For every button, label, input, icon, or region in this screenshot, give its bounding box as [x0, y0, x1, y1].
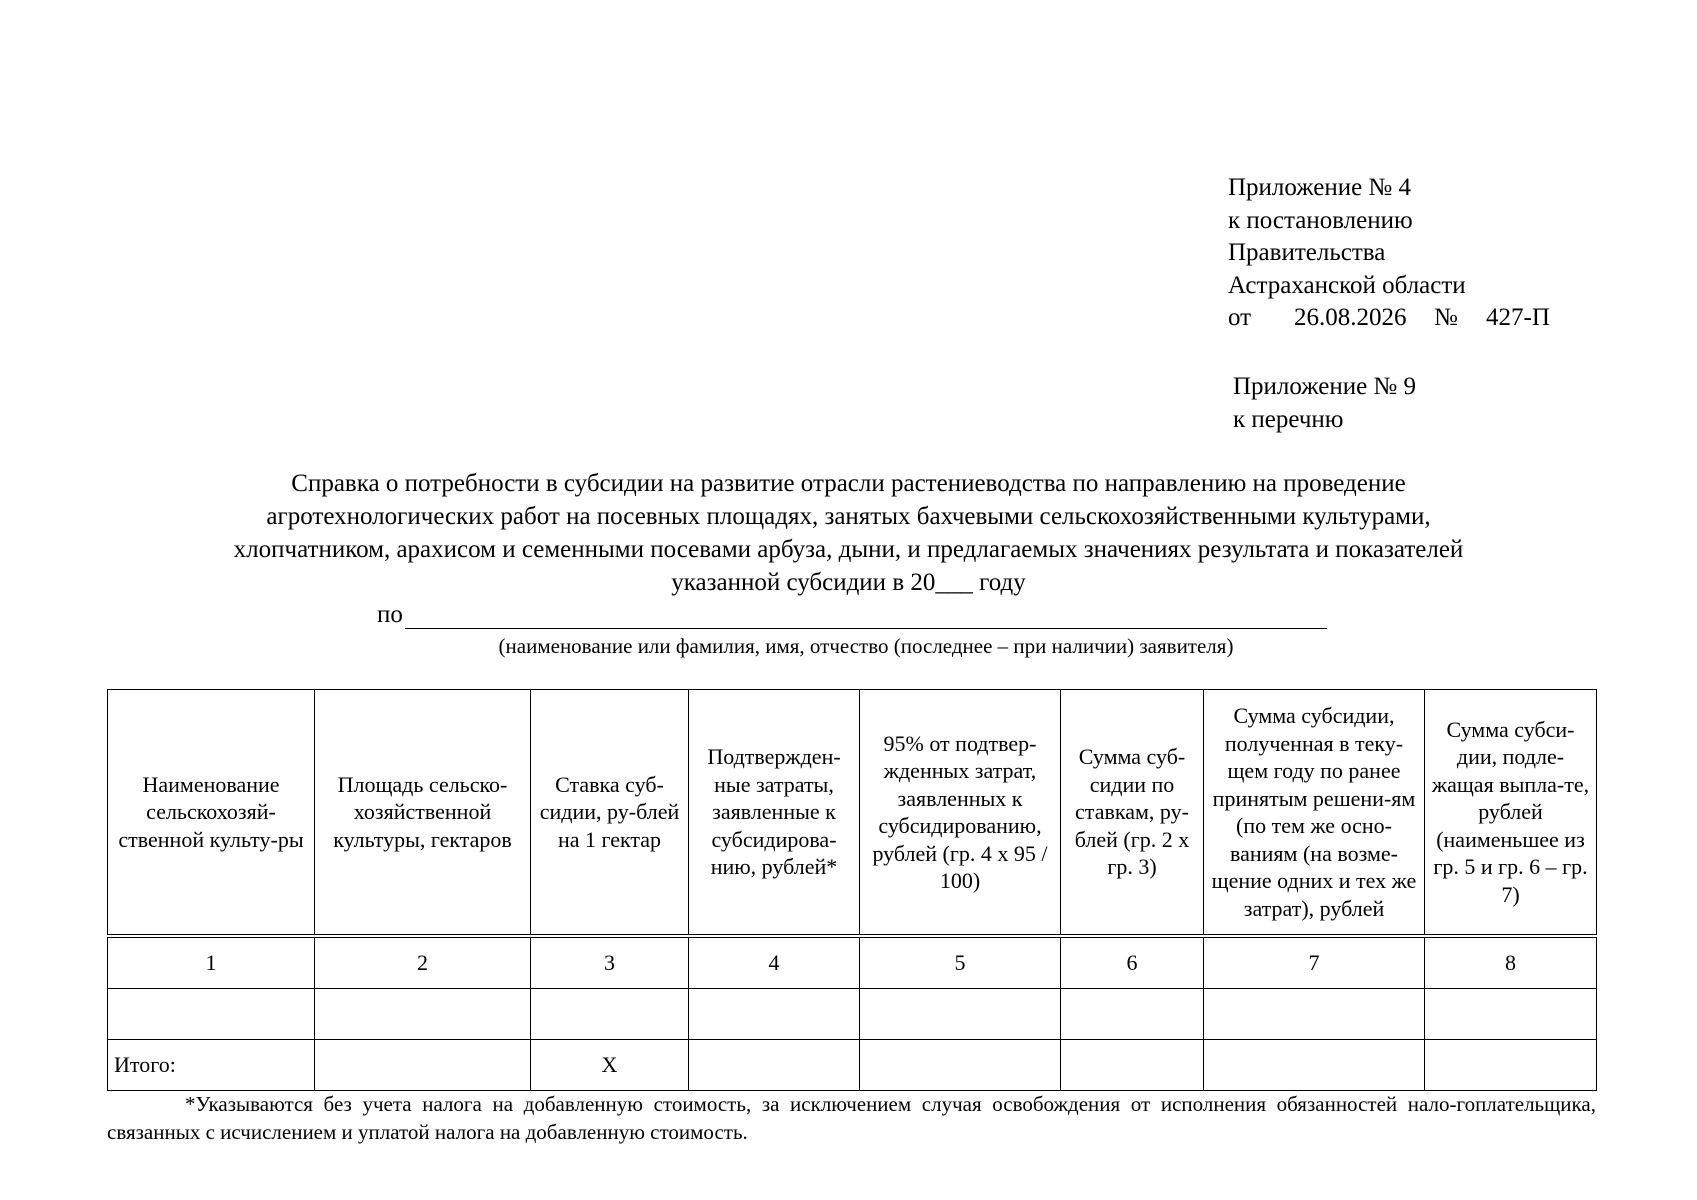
title-line2: агротехнологических работ на посевных площадях, занятых бахчевыми сельскохозяйственными культурами, [266, 503, 1431, 530]
column-number-cell: 8 [1425, 936, 1597, 989]
footnote: *Указываются без учета налога на добавленную стоимость, за исключением случая освобождения от исполнения обязанностей нало-гоплательщика, связанных с исчислением и уплатой налога на добавленную стоимость. [107, 1092, 1596, 1144]
table-cell[interactable] [1425, 1040, 1597, 1091]
annex-number-sign: № [1434, 304, 1458, 331]
title-line4: указанной субсидии в 20___ году [671, 569, 1026, 596]
annex-number: 427-П [1486, 304, 1550, 331]
total-label: Итого: [108, 1040, 315, 1091]
table-cell[interactable] [108, 989, 315, 1040]
table-cell[interactable] [860, 989, 1061, 1040]
header-cell: Наименование сельскохозяй-ственной культу-ры [108, 690, 315, 937]
column-number-cell: 5 [860, 936, 1061, 989]
total-col3-mark: Х [531, 1040, 689, 1091]
header-cell: 95% от подтвер-жденных затрат, заявленных к субсидированию, рублей (гр. 4 х 95 / 100) [860, 690, 1061, 937]
table-cell[interactable] [860, 1040, 1061, 1091]
header-cell: Площадь сельско-хозяйственной культуры, гектаров [315, 690, 531, 937]
document-title [80, 467, 1617, 599]
title-line3: хлопчатником, арахисом и семенными посевами арбуза, дыни, и предлагаемых значениях результата и показателей [233, 536, 1464, 563]
column-number-cell: 6 [1061, 936, 1204, 989]
column-number-cell: 4 [689, 936, 860, 989]
annex-main-line4: Астраханской области [1228, 271, 1466, 299]
annex-list-line2: к перечню [1233, 405, 1344, 433]
applicant-fill-line[interactable] [405, 628, 1327, 629]
column-number-cell: 7 [1204, 936, 1425, 989]
annex-date: 26.08.2026 [1294, 304, 1407, 331]
annex-list-block [1233, 371, 1416, 436]
table-row [108, 989, 1597, 1040]
table-header-row [108, 690, 1597, 937]
column-number-row [108, 936, 1597, 989]
table-cell[interactable] [1061, 1040, 1204, 1091]
annex-date-line [1228, 302, 1550, 335]
table-cell[interactable] [531, 989, 689, 1040]
header-cell: Сумма субсидии, полученная в теку-щем году по ранее принятым решени-ям (по тем же осно-ваниям (на возме-щение одних и тех же затрат), рублей [1204, 690, 1425, 937]
annex-main-block [1228, 172, 1550, 335]
table-cell[interactable] [689, 1040, 860, 1091]
annex-main-line2: к постановлению [1228, 206, 1413, 234]
applicant-prefix: по [377, 601, 403, 628]
table-cell[interactable] [1204, 989, 1425, 1040]
table-cell[interactable] [315, 989, 531, 1040]
total-row [108, 1040, 1597, 1091]
subsidy-table [107, 689, 1597, 1091]
annex-list-line1: Приложение № 9 [1233, 373, 1417, 400]
header-cell: Подтвержден-ные затраты, заявленные к субсидирова-нию, рублей* [689, 690, 860, 937]
applicant-hint: (наименование или фамилия, имя, отчество (последнее – при наличии) заявителя) [498, 634, 1234, 658]
annex-date-prefix: от [1228, 304, 1252, 331]
header-cell: Сумма суб-сидии по ставкам, ру-блей (гр. 2 х гр. 3) [1061, 690, 1204, 937]
column-number-cell: 1 [108, 936, 315, 989]
table-cell[interactable] [315, 1040, 531, 1091]
header-cell: Сумма субси-дии, подле-жащая выпла-те, рублей (наименьшее из гр. 5 и гр. 6 – гр. 7) [1425, 690, 1597, 937]
column-number-cell: 3 [531, 936, 689, 989]
table-cell[interactable] [1425, 989, 1597, 1040]
column-number-cell: 2 [315, 936, 531, 989]
annex-main-line1: Приложение № 4 [1228, 174, 1412, 201]
header-cell: Ставка суб-сидии, ру-блей на 1 гектар [531, 690, 689, 937]
table-cell[interactable] [1204, 1040, 1425, 1091]
title-line1: Справка о потребности в субсидии на развитие отрасли растениеводства по направлению на проведение [291, 470, 1406, 497]
table-cell[interactable] [689, 989, 860, 1040]
annex-main-line3: Правительства [1228, 239, 1386, 266]
table-cell[interactable] [1061, 989, 1204, 1040]
